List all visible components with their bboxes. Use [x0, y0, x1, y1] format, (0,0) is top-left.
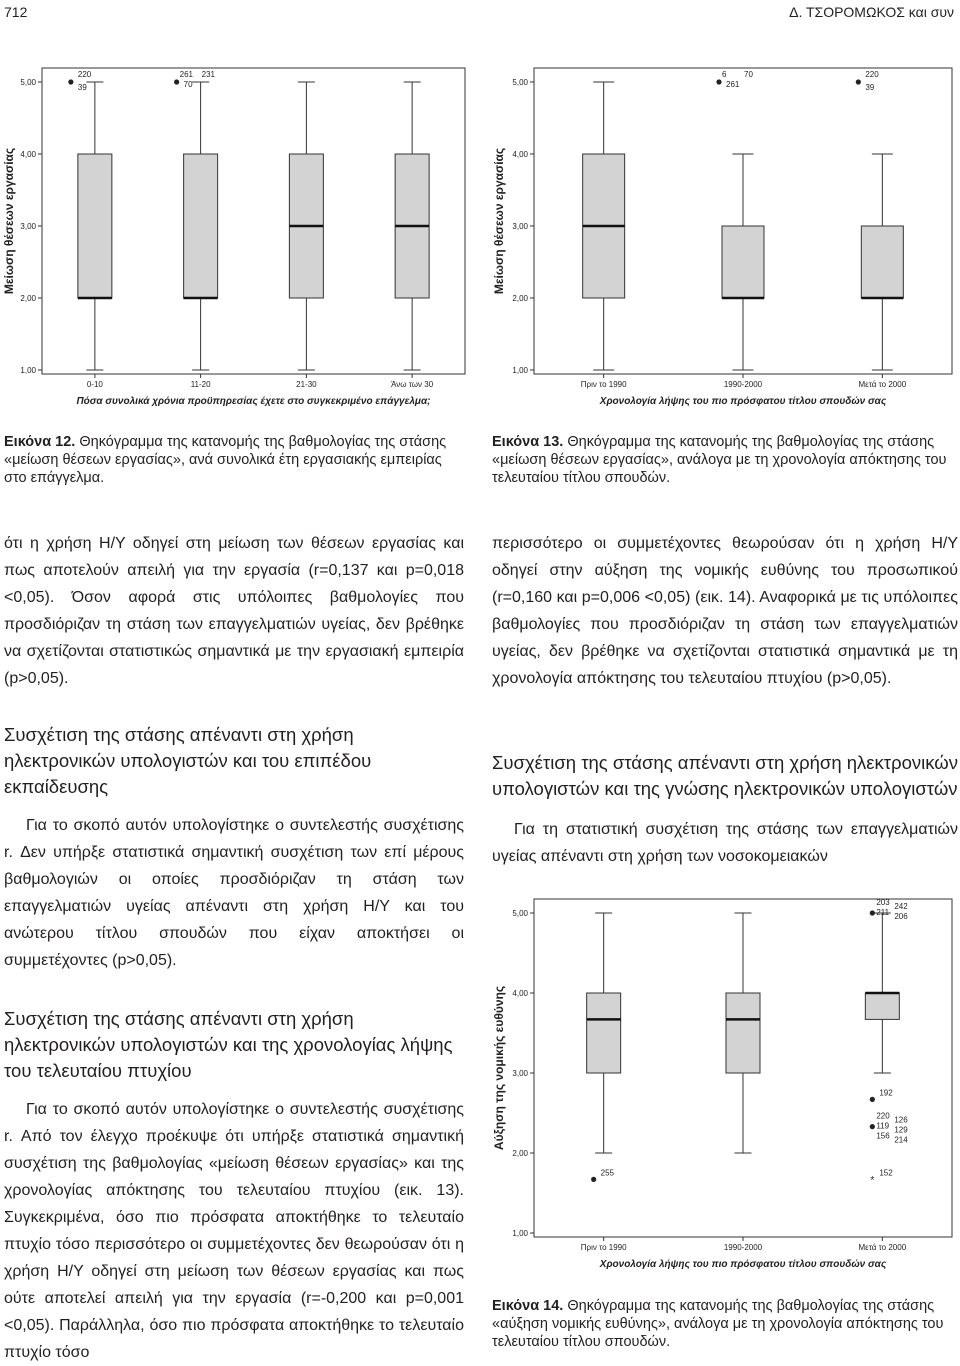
page-number: 712: [4, 4, 28, 20]
figure-12-caption: [4, 433, 464, 487]
outlier-label: 231: [201, 70, 215, 79]
outlier-label: 70: [744, 70, 753, 79]
y-tick-label: 3,00: [20, 222, 36, 231]
left-paragraph-3: Για το σκοπό αυτόν υπολογίστηκε ο συντελεστής συσχέτισης r. Από τον έλεγχο προέκυψε ότι υπήρξε στατιστικά σημαντική συσχέτιση της βαθμολογίας «μείωση θέσεων εργασίας» και της χρονολογίας απόκτησης του τελευταίου πτυχίου (εικ. 13). Συγκεκριμένα, όσο πιο πρόσφατα αποκτήθηκε το τελευταίο πτυχίο τόσο περισσότερο οι συμμετέχοντες δεν θεωρούσαν ότι η χρήση Η/Υ οδηγεί στη μείωση των θέσεων εργασίας και πως ούτε αποτελεί απειλή για την εργασία (r=-0,200 και p=0,001 <0,05). Παράλληλα, όσο πιο πρόσφατα αποκτήθηκε το τελευταίο πτυχίο τόσο: [4, 1101, 464, 1361]
outlier-point: [716, 79, 721, 84]
figure-14-caption-label: Εικόνα 14.: [492, 1298, 564, 1314]
x-axis-label: Χρονολογία λήψης του πιο πρόσφατου τίτλου σπουδών σας: [599, 396, 887, 407]
x-axis-label: Πόσα συνολικά χρόνια προϋπηρεσίας έχετε στο συγκεκριμένο επάγγελμα;: [76, 396, 431, 407]
figure-12-caption-label: Εικόνα 12.: [4, 434, 76, 450]
outlier-label: 261: [726, 80, 740, 89]
y-tick-label: 2,00: [512, 294, 528, 303]
x-tick-label: Άνω των 30: [391, 380, 434, 389]
x-tick-label: Μετά το 2000: [858, 1243, 907, 1252]
left-paragraph-1: ότι η χρήση Η/Υ οδηγεί στη μείωση των θέσεων εργασίας και πως αποτελούν απειλή για την εργασία (r=0,137 και p=0,018 <0,05). Όσον αφορά στις υπόλοιπες βαθμολογίες που προσδιόριζαν τη στάση των επαγγελματιών υγείας, δεν βρέθηκε να σχετίζονται στατιστικώς σημαντικά με την εργασιακή εμπειρία (p>0,05).: [4, 535, 464, 687]
outlier-extreme-star: *: [870, 1174, 875, 1187]
left-heading-1: Συσχέτιση της στάσης απέναντι στη χρήση ηλεκτρονικών υπολογιστών και του επιπέδου εκπαίδευσης: [4, 724, 372, 797]
right-paragraph-1: περισσότερο οι συμμετέχοντες θεωρούσαν ότι η χρήση Η/Υ οδηγεί στην αύξηση της νομικής ευθύνης του προσωπικού (r=0,160 και p=0,006 <0,05) (εικ. 14). Αναφορικά με τις υπόλοιπες βαθμολογίες που προσδιόριζαν τη στάση των επαγγελματιών υγείας, δεν βρέθηκε να σχετίζονται στατιστικά σημαντικά με τη χρονολογία απόκτησης του τελευταίου πτυχίου (p>0,05).: [492, 535, 958, 687]
x-tick-label: 11-20: [190, 380, 211, 389]
figure-13-caption: [492, 433, 958, 487]
y-tick-label: 5,00: [20, 78, 36, 87]
outlier-label: 220: [77, 70, 92, 79]
outlier-label: 206: [894, 912, 908, 921]
y-tick-label: 4,00: [20, 150, 36, 159]
outlier-point: [870, 910, 875, 915]
outlier-label: 220: [876, 1111, 890, 1121]
outlier-label: 156: [876, 1131, 890, 1141]
outlier-point: [870, 1097, 875, 1102]
y-tick-label: 4,00: [512, 150, 528, 159]
outlier-label: 119: [876, 1121, 890, 1131]
x-tick-label: 0-10: [86, 380, 103, 389]
figure-13-caption-label: Εικόνα 13.: [492, 434, 564, 450]
outlier-label: 242: [894, 902, 908, 911]
running-title: Δ. ΤΣΟΡΟΜΩΚΟΣ και συν: [789, 4, 954, 20]
box: [78, 154, 112, 298]
outlier-label: 203: [876, 898, 890, 907]
x-tick-label: 21-30: [296, 380, 317, 389]
outlier-label: 220: [865, 70, 879, 79]
outlier-label: 214: [894, 1135, 908, 1145]
x-tick-label: 1990-2000: [723, 1243, 763, 1252]
outlier-point: [68, 79, 73, 84]
y-tick-label: 2,00: [512, 1149, 528, 1158]
figure-14-caption: [492, 1297, 958, 1351]
figure-14-caption-text: Θηκόγραμμα της κατανομής της βαθμολογίας της στάσης «αύξηση νομικής ευθύνης», ανάλογα με τη χρονολογία απόκτησης του τελευταίου τίτλου σπουδών.: [492, 1298, 944, 1350]
x-axis-label: Χρονολογία λήψης του πιο πρόσφατου τίτλου σπουδών σας: [599, 1259, 887, 1270]
box: [587, 993, 621, 1073]
box: [861, 226, 903, 298]
outlier-label: 39: [77, 83, 87, 92]
y-tick-label: 2,00: [20, 294, 36, 303]
outlier-label: 39: [865, 83, 875, 92]
outlier-label: 255: [600, 1168, 615, 1178]
outlier-label: 6: [722, 70, 727, 79]
left-paragraph-2: Για το σκοπό αυτόν υπολογίστηκε ο συντελεστής συσχέτισης r. Δεν υπήρξε στατιστικά σημαντική συσχέτιση των επί μέρους βαθμολογιών οι οποίες προσδιόριζαν τη στάση των επαγγελματιών υγείας απέναντι στη χρήση Η/Υ και του ανώτερου τίτλου σπουδών που είχαν αποκτήσει οι συμμετέχοντες (p>0,05).: [4, 817, 464, 969]
y-tick-label: 5,00: [512, 909, 528, 918]
outlier-point: [591, 1177, 596, 1182]
x-tick-label: Πριν το 1990: [580, 1243, 627, 1252]
y-tick-label: 3,00: [512, 1069, 528, 1078]
box: [184, 154, 218, 298]
outlier-label: 126: [894, 1115, 908, 1125]
left-heading-2: Συσχέτιση της στάσης απέναντι στη χρήση ηλεκτρονικών υπολογιστών και της χρονολογίας λήψης του τελευταίου πτυχίου: [4, 1008, 453, 1081]
box: [726, 993, 760, 1073]
figure-13-boxplot: [490, 56, 960, 426]
right-heading-1: Συσχέτιση της στάσης απέναντι στη χρήση ηλεκτρονικών υπολογιστών και της γνώσης ηλεκτρονικών υπολογιστών: [492, 752, 958, 799]
outlier-point: [174, 79, 179, 84]
outlier-point: [870, 1124, 875, 1129]
y-tick-label: 3,00: [512, 222, 528, 231]
x-tick-label: 1990-2000: [723, 380, 763, 389]
y-tick-label: 1,00: [20, 366, 36, 375]
y-tick-label: 1,00: [512, 366, 528, 375]
y-axis-label: Μείωση θέσεων εργασίας: [2, 147, 16, 295]
y-tick-label: 4,00: [512, 989, 528, 998]
y-tick-label: 1,00: [512, 1229, 528, 1238]
figure-13-caption-text: Θηκόγραμμα της κατανομής της βαθμολογίας της στάσης «μείωση θέσεων εργασίας», ανάλογα με τη χρονολογία απόκτησης του τελευταίου τίτλου σπουδών.: [492, 434, 947, 486]
outlier-label: 211: [876, 908, 890, 917]
right-paragraph-2: Για τη στατιστική συσχέτιση της στάσης των επαγγελματιών υγείας απέναντι στη χρήση των νοσοκομειακών: [492, 821, 958, 865]
x-tick-label: Πριν το 1990: [580, 380, 627, 389]
outlier-label: 129: [894, 1125, 908, 1135]
box: [865, 993, 899, 1019]
outlier-label: 70: [183, 80, 193, 89]
figure-12-boxplot: [0, 56, 474, 426]
outlier-label: 261: [179, 70, 193, 79]
outlier-point: [856, 79, 861, 84]
figure-12-caption-text: Θηκόγραμμα της κατανομής της βαθμολογίας της στάσης «μείωση θέσεων εργασίας», ανά συνολικά έτη εργασιακής εμπειρίας στο επάγγελμα.: [4, 434, 447, 486]
y-axis-label: Μείωση θέσεων εργασίας: [492, 147, 506, 295]
y-axis-label: Αύξηση της νομικής ευθύνης: [492, 985, 506, 1151]
outlier-label: 192: [879, 1088, 893, 1098]
figure-14-boxplot: [490, 885, 960, 1285]
box: [722, 226, 764, 298]
x-tick-label: Μετά το 2000: [858, 380, 907, 389]
outlier-label: 152: [879, 1168, 893, 1178]
y-tick-label: 5,00: [512, 78, 528, 87]
